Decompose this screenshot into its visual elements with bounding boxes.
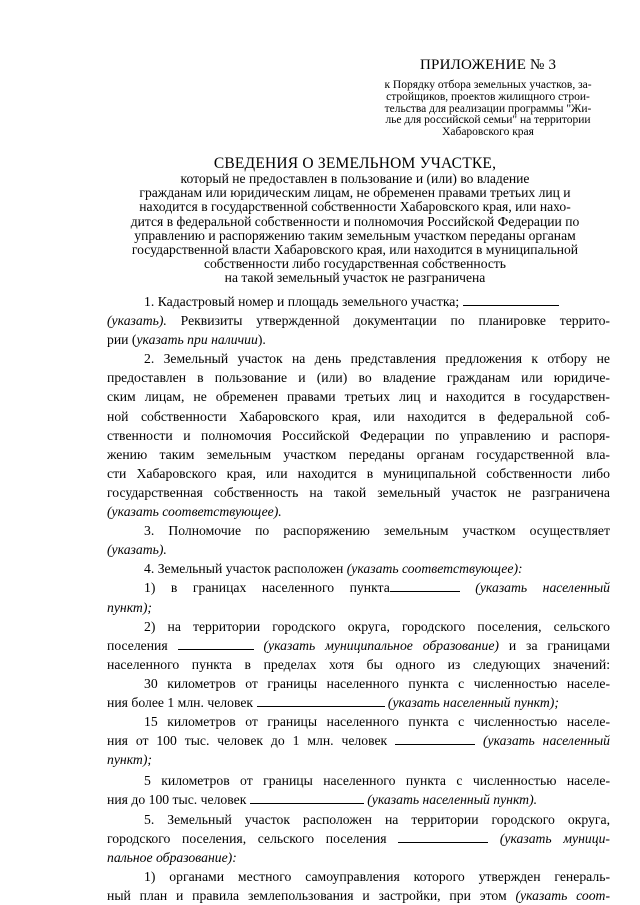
fill-in-blank bbox=[178, 637, 254, 650]
paragraph-2-line: предоставлен в пользование и (или) во владение гражданам или юридиче- bbox=[107, 370, 610, 386]
heading-line: государственной власти Хабаровского края, или находится в муниципальной bbox=[131, 242, 579, 258]
text: ния более 1 млн. человек bbox=[107, 694, 257, 710]
text: 4. Земельный участок расположен bbox=[144, 561, 347, 577]
paragraph-5: 5. Земельный участок расположен на территории городского округа, bbox=[144, 811, 610, 827]
paragraph-15km-line bbox=[107, 750, 610, 769]
italic-hint: (указать соответствующее): bbox=[346, 561, 523, 577]
text: городского поселения, сельского поселения bbox=[107, 830, 399, 846]
paragraph-15km-line bbox=[107, 731, 610, 750]
heading-line: управлению и распоряжению таким земельным участком переданы органам bbox=[134, 227, 576, 243]
paragraph-2-line: ной собственности Хабаровского края, или находится в федеральной соб- bbox=[107, 408, 610, 424]
italic-hint: (указать населенный пункт); bbox=[384, 694, 559, 710]
fill-in-blank bbox=[390, 579, 460, 592]
text: 1. Кадастровый номер и площадь земельного участка; bbox=[144, 294, 460, 309]
italic-hint: пункт); bbox=[107, 599, 152, 615]
italic-hint: (указать населенный bbox=[475, 733, 610, 749]
paragraph-2: 2. Земельный участок на день представления предложения к отбору не bbox=[144, 351, 610, 367]
paragraph-4-2-line: населенного пункта в пределах хотя бы одного из следующих значений: bbox=[107, 656, 610, 672]
paragraph-5-1-line bbox=[107, 886, 610, 905]
paragraph-2-line bbox=[107, 502, 610, 521]
paragraph-5-line bbox=[107, 848, 610, 867]
text: ния от 100 тыс. человек до 1 млн. человек bbox=[107, 733, 396, 749]
heading-line: на такой земельный участок не разграничена bbox=[224, 270, 486, 286]
paragraph-1-line bbox=[107, 311, 610, 330]
text: ный план и правила землепользования и застройки, при этом bbox=[107, 887, 516, 903]
paragraph-5-line bbox=[107, 829, 610, 848]
italic-hint: (указать муници- bbox=[488, 830, 610, 846]
fill-in-blank bbox=[463, 293, 559, 306]
text: Реквизиты утвержденной документации по планировке террито- bbox=[166, 313, 610, 329]
italic-hint: пальное образование): bbox=[107, 849, 237, 865]
appendix-note-line: тельства для реализации программы "Жи- bbox=[384, 102, 592, 115]
italic-hint: указать при наличии bbox=[136, 332, 258, 348]
paragraph-2-line: государственная собственность на такой земельный участок не разграничена bbox=[107, 484, 610, 500]
paragraph-4-2-line bbox=[107, 636, 610, 655]
appendix-note-line: стройщиков, проектов жилищного строи- bbox=[386, 90, 590, 103]
document-body bbox=[107, 292, 610, 905]
text: рии ( bbox=[107, 332, 137, 348]
paragraph-5km: 5 километров от границы населенного пункта с численностью населе- bbox=[144, 773, 610, 789]
paragraph-2-line: жению таким земельным участком переданы органам государственной вла- bbox=[107, 446, 610, 462]
italic-hint: (указать). bbox=[107, 313, 167, 329]
paragraph-5km-line bbox=[107, 790, 610, 809]
appendix-title: ПРИЛОЖЕНИЕ № 3 bbox=[420, 57, 557, 73]
paragraph-2-line: сти Хабаровского края, или находится в муниципальной собственности либо bbox=[107, 465, 610, 481]
document-title: СВЕДЕНИЯ О ЗЕМЕЛЬНОМ УЧАСТКЕ, bbox=[213, 155, 497, 172]
heading-line: гражданам или юридическим лицам, не обременен правами третьих лиц и bbox=[139, 185, 571, 201]
italic-hint: пункт); bbox=[107, 752, 152, 768]
italic-hint: (указать). bbox=[107, 542, 167, 558]
fill-in-blank bbox=[257, 694, 385, 707]
text: и за границами bbox=[498, 637, 610, 653]
text: поселения bbox=[107, 637, 178, 653]
italic-hint: (указать населенный bbox=[459, 580, 610, 596]
paragraph-3-line bbox=[107, 540, 610, 559]
heading-line: дится в федеральной собственности и полномочия Российской Федерации по bbox=[130, 213, 580, 229]
paragraph-15km: 15 километров от границы населенного пункта с численностью населе- bbox=[144, 714, 610, 730]
heading-line: который не предоставлен в пользование и (или) во владение bbox=[180, 171, 530, 186]
heading-line: собственности либо государственная собственность bbox=[203, 256, 507, 272]
italic-hint: (указать соот- bbox=[515, 887, 611, 903]
paragraph-2-line: ским лицам, не обременен правами третьих лиц и находится в государствен- bbox=[107, 389, 610, 405]
italic-hint: (указать муниципальное образование) bbox=[253, 637, 499, 653]
paragraph-4-1-line bbox=[107, 598, 610, 617]
paragraph-3: 3. Полномочие по распоряжению земельным участком осуществляет bbox=[144, 523, 610, 539]
text: ния до 100 тыс. человек bbox=[107, 792, 250, 808]
paragraph-1 bbox=[107, 292, 610, 311]
text: ). bbox=[257, 332, 266, 348]
paragraph-5-1: 1) органами местного самоуправления которого утвержден генераль- bbox=[144, 868, 610, 884]
paragraph-2-line: ственности и полномочия Российской Федерации по управлению и распоря- bbox=[107, 427, 610, 443]
paragraph-4-2: 2) на территории городского округа, городского поселения, сельского bbox=[144, 618, 610, 634]
italic-hint: (указать соответствующее). bbox=[107, 504, 282, 520]
paragraph-4-1 bbox=[107, 578, 610, 597]
document-heading bbox=[100, 155, 610, 286]
fill-in-blank bbox=[395, 732, 475, 745]
italic-hint: (указать населенный пункт). bbox=[363, 792, 538, 808]
heading-line: находится в государственной собственности Хабаровского края, или нахо- bbox=[139, 199, 571, 215]
paragraph-30km-line bbox=[107, 693, 610, 712]
appendix-note-line: лье для российской семьи" на территории bbox=[385, 114, 591, 127]
appendix-note-line: к Порядку отбора земельных участков, за- bbox=[384, 79, 592, 91]
appendix-note bbox=[366, 80, 610, 139]
fill-in-blank bbox=[398, 830, 488, 843]
fill-in-blank bbox=[250, 791, 364, 804]
text: 1) в границах населенного пункта bbox=[144, 580, 390, 596]
paragraph-1-line bbox=[107, 330, 610, 349]
paragraph-30km: 30 километров от границы населенного пункта с численностью населе- bbox=[144, 675, 610, 691]
appendix-note-line: Хабаровского края bbox=[442, 126, 534, 139]
paragraph-4 bbox=[107, 559, 610, 578]
